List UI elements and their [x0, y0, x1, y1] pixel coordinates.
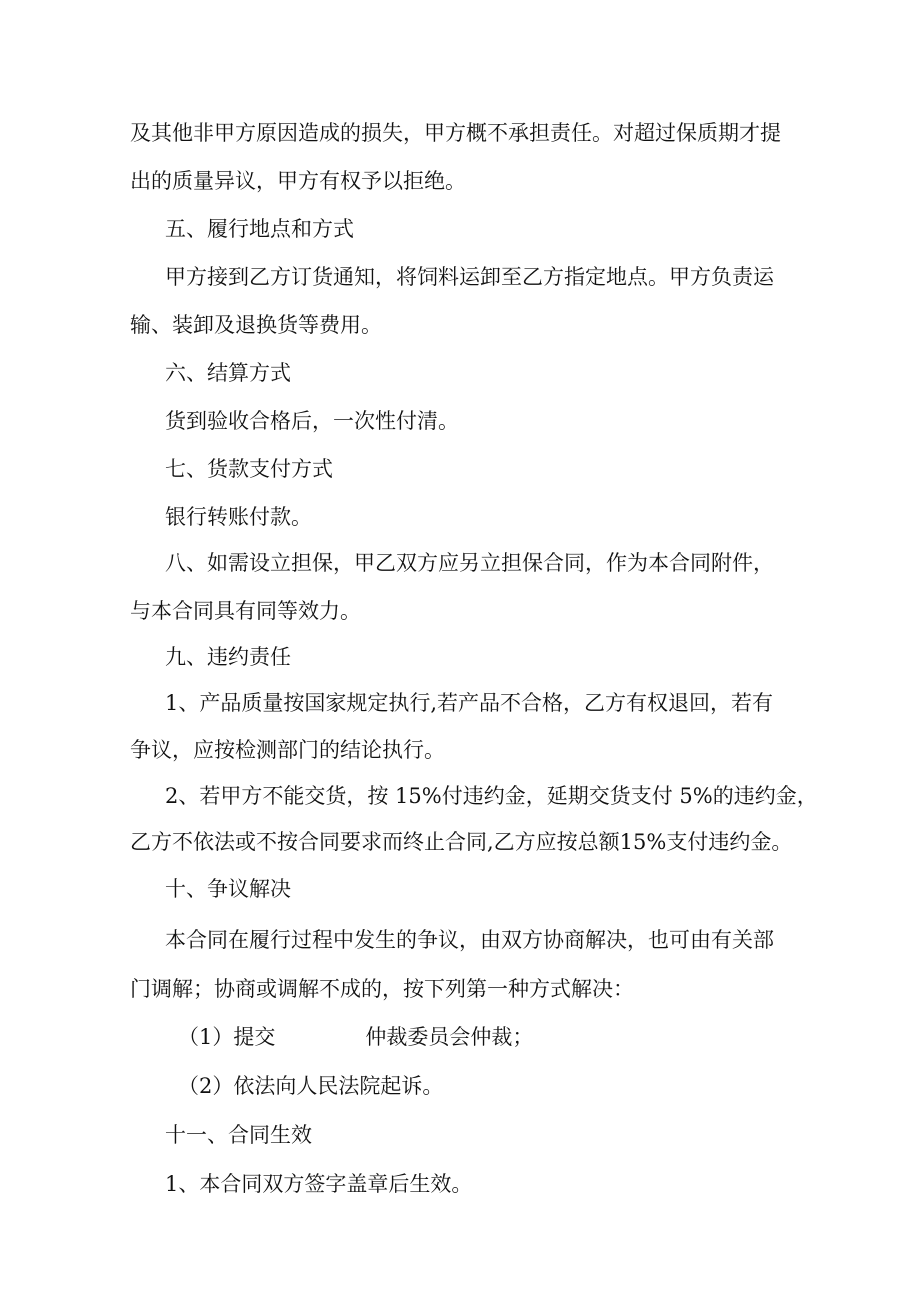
section5-body-line2: 输、装卸及退换货等费用。: [130, 313, 382, 337]
option1-suffix: 仲裁委员会仲裁；: [365, 1025, 534, 1049]
section10-body-line1: 本合同在履行过程中发生的争议，由双方协商解决，也可由有关部: [165, 928, 774, 952]
option1-prefix: （1）提交: [178, 1025, 276, 1049]
section5-body-line1: 甲方接到乙方订货通知，将饲料运卸至乙方指定地点。甲方负责运: [165, 265, 774, 289]
section4-tail-line2: 出的质量异议，甲方有权予以拒绝。: [130, 169, 466, 193]
section10-option2: （2）依法向人民法院起诉。: [178, 1074, 444, 1098]
section6-heading: 六、结算方式: [165, 361, 291, 385]
section9-item2-line1: 2、若甲方不能交货，按 15%付违约金，延期交货支付 5%的违约金，: [165, 784, 818, 808]
section8-line1: 八、如需设立担保，甲乙双方应另立担保合同，作为本合同附件，: [165, 551, 774, 575]
section8-line2: 与本合同具有同等效力。: [130, 599, 361, 623]
section9-item2-line2: 乙方不依法或不按合同要求而终止合同,乙方应按总额15%支付违约金。: [130, 830, 793, 854]
section7-body: 银行转账付款。: [165, 505, 312, 529]
section10-heading: 十、争议解决: [165, 877, 291, 901]
section9-heading: 九、违约责任: [165, 645, 291, 669]
section10-body-line2: 门调解；协商或调解不成的，按下列第一种方式解决：: [130, 977, 634, 1001]
section11-item1: 1、本合同双方签字盖章后生效。: [165, 1172, 473, 1196]
section7-heading: 七、货款支付方式: [165, 457, 333, 481]
section5-heading: 五、履行地点和方式: [165, 217, 354, 241]
section11-heading: 十一、合同生效: [165, 1123, 312, 1147]
section9-item1-line1: 1、产品质量按国家规定执行,若产品不合格，乙方有权退回，若有: [165, 691, 774, 715]
section4-tail-line1: 及其他非甲方原因造成的损失，甲方概不承担责任。对超过保质期才提: [130, 121, 781, 145]
section9-item1-line2: 争议，应按检测部门的结论执行。: [130, 738, 445, 762]
section10-option1: [178, 1022, 920, 1052]
section6-body: 货到验收合格后，一次性付清。: [165, 409, 459, 433]
